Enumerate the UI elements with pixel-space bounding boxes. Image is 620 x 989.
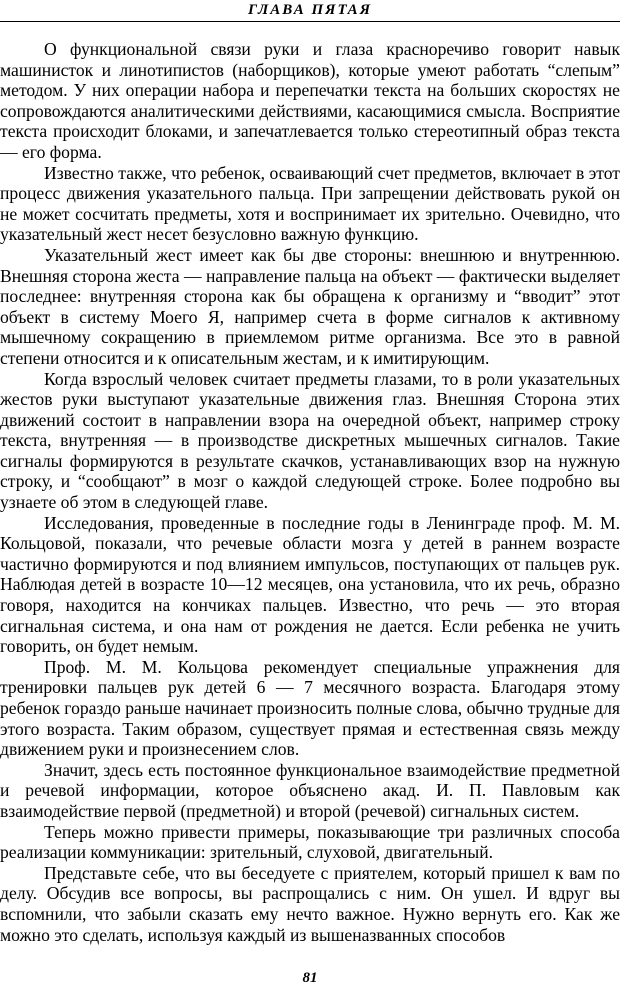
paragraph: Исследования, проведенные в последние годы в Ленинграде проф. М. М. Кольцовой, показали, что речевые области мозга у детей в раннем возрасте частично формируются и под влиянием импульсов, поступающих от пальцев рук. Наблюдая детей в возрасте 10—12 месяцев, она установила, что их речь, образно говоря, находится на кончиках пальцев. Известно, что речь — это вторая сигнальная система, и она нам от рождения не дается. Если ребенка не учить говорить, он будет немым. — [0, 512, 620, 657]
paragraph: Проф. М. М. Кольцова рекомендует специальные упражнения для тренировки пальцев рук детей 6 — 7 месячного возраста. Благодаря этому ребенок гораздо раньше начинает произносить полные слова, обычно трудные для этого возраста. Таким образом, существует прямая и естественная связь между движением руки и произнесением слов. — [0, 656, 620, 760]
paragraph: Теперь можно привести примеры, показывающие три различных способа реализации коммуникации: зрительный, слуховой, двигательный. — [0, 821, 620, 863]
paragraph: Известно также, что ребенок, осваивающий счет предметов, включает в этот процесс движения указательного пальца. При запрещении действовать рукой он не может сосчитать предметы, хотя и воспринимает их зрительно. Очевидно, что указательный жест несет безусловно важную функцию. — [0, 162, 620, 245]
body-text — [0, 39, 620, 945]
paragraph: Указательный жест имеет как бы две стороны: внешнюю и внутреннюю. Внешняя сторона жеста — направление пальца на объект — фактически выделяет последнее: внутренняя сторона как бы обращена к организму и “вводит” этот объект в систему Моего Я, например счета в форме сигналов к активному мышечному сокращению в приемлемом ритме организма. Все это в равной степени относится и к описательным жестам, и к имитирующим. — [0, 244, 620, 368]
paragraph: Значит, здесь есть постоянное функциональное взаимодействие предметной и речевой информации, которое объяснено акад. И. П. Павловым как взаимодействие первой (предметной) и второй (речевой) сигнальных систем. — [0, 759, 620, 821]
paragraph: О функциональной связи руки и глаза красноречиво говорит навык машинисток и линотипистов (наборщиков), которые умеют работать “слепым” методом. У них операции набора и перепечатки текста на больших скоростях не сопровождаются аналитическими действиями, касающимися смысла. Восприятие текста происходит блоками, и запечатлевается только стереотипный образ текста — его форма. — [0, 39, 620, 162]
running-head: ГЛАВА ПЯТАЯ — [247, 2, 373, 18]
page-number: 81 — [302, 970, 318, 986]
header-rule — [0, 21, 620, 22]
paragraph: Когда взрослый человек считает предметы глазами, то в роли указательных жестов руки выступают указательные движения глаз. Внешняя Сторона этих движений состоит в направлении взора на очередной объект, например строку текста, внутренняя — в производстве дискретных мышечных сигналов. Такие сигналы формируются в результате скачков, устанавливающих взор на нужную строку, и “сообщают” в мозг о каждой следующей строке. Более подробно вы узнаете об этом в следующей главе. — [0, 368, 620, 513]
paragraph: Представьте себе, что вы беседуете с приятелем, который пришел к вам по делу. Обсудив все вопросы, вы распрощались с ним. Он ушел. И вдруг вы вспомнили, что забыли сказать ему нечто важное. Нужно вернуть его. Как же можно это сделать, используя каждый из вышеназванных способов — [0, 862, 620, 945]
